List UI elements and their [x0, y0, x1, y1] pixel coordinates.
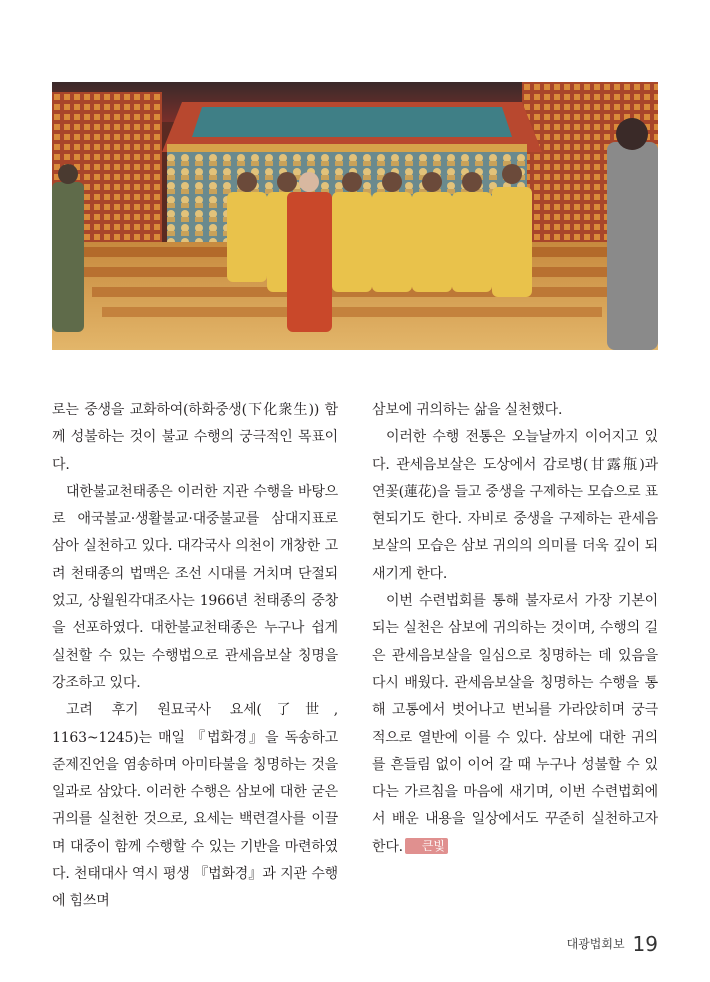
paragraph	[372, 588, 658, 861]
author-tag: 큰빛	[405, 838, 448, 854]
group-photo	[52, 82, 658, 350]
publication-name: 대광법회보	[566, 937, 625, 951]
paragraph: 고려 후기 원묘국사 요세(了世, 1163~1245)는 매일 『법화경』을 독송하고 준제진언을 염송하며 아미타불을 칭명하는 것을 일과로 삼았다. 이러한 수행은 삼보에 대한 굳은 귀의를 실천한 것으로, 요세는 백련결사를 이끌며 대중이 함께 수행할 수 있는 기반을 마련하였다. 천태대사 역시 평생 『법화경』과 지관 수행에 힘쓰며	[52, 702, 338, 910]
page-number: 19	[632, 932, 658, 956]
paragraph: 이러한 수행 전통은 오늘날까지 이어지고 있다. 관세음보살은 도상에서 감로병(甘露甁)과 연꽃(蓮花)을 들고 중생을 구제하는 모습으로 표현되기도 한다. 자비로 중생을 구제하는 관세음보살의 모습은 삼보 귀의의 의미를 더욱 깊이 되새기게 한다.	[372, 429, 658, 582]
page-footer	[567, 932, 658, 956]
article-left-column	[52, 397, 338, 916]
paragraph: 로는 중생을 교화하여(하화중생(下化衆生)) 함께 성불하는 것이 불교 수행의 궁극적인 목표이다.	[52, 402, 338, 473]
paragraph-text: 이번 수련법회를 통해 불자로서 가장 기본이 되는 실천은 삼보에 귀의하는 것이며, 수행의 길은 관세음보살을 일심으로 칭명하는 데 있음을 다시 배웠다. 관세음보살을 칭명하는 수행을 통해 고통에서 벗어나고 번뇌를 가라앉히며 궁극적으로 열반에 이를 수 있다. 삼보에 대한 귀의를 흔들림 없이 이어 갈 때 누구나 성불할 수 있다는 가르침을 마음에 새기며, 이번 수련법회에서 배운 내용을 일상에서도 꾸준히 실천하고자 한다.	[372, 593, 658, 855]
paragraph: 삼보에 귀의하는 삶을 실천했다.	[372, 402, 563, 418]
article-right-column	[372, 397, 658, 861]
paragraph: 대한불교천태종은 이러한 지관 수행을 바탕으로 애국불교·생활불교·대중불교를 삼대지표로 삼아 실천하고 있다. 대각국사 의천이 개창한 고려 천태종의 법맥은 조선 시대를 거치며 단절되었고, 상월원각대조사는 1966년 천태종의 중창을 선포하였다. 대한불교천태종은 누구나 쉽게 실천할 수 있는 수행법으로 관세음보살 칭명을 강조하고 있다.	[52, 483, 338, 691]
